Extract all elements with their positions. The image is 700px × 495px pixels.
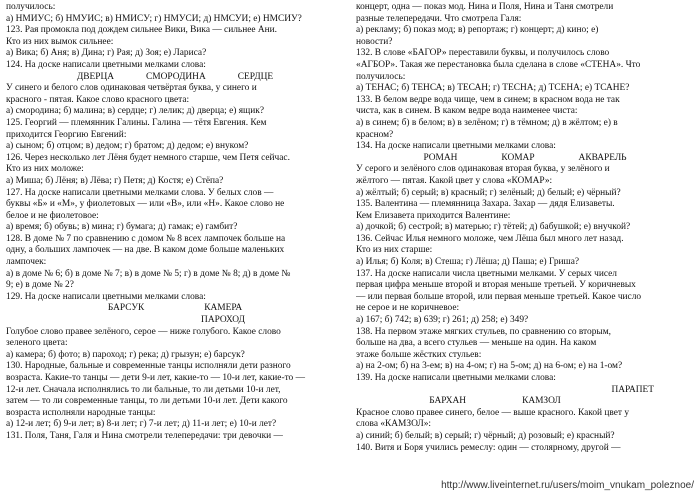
- board-word: БАРХАН: [429, 396, 467, 407]
- text-line: Красное слово правее синего, белое — выше красного. Какой цвет у: [356, 407, 630, 418]
- left-page: [6, 2, 344, 443]
- text-line: 127. На доске написали цветными мелками слова. У белых слов —: [6, 187, 274, 198]
- text-line: а) 12-и лет; б) 9-и лет; в) 8-и лет; г) 7-и лет; д) 11-и лет; е) 10-и лет?: [6, 419, 277, 430]
- text-line: а) синий; б) белый; в) серый; г) чёрный; д) розовый; е) красный?: [356, 430, 615, 441]
- text-line: 128. В доме № 7 по сравнению с домом № 8 всех лампочек больше на: [6, 233, 286, 244]
- text-line: Кто из них вымок сильнее:: [6, 36, 114, 47]
- text-line: Кто из них моложе:: [6, 164, 84, 175]
- text-line: красном?: [356, 129, 394, 140]
- text-line: одну, а больших лампочек — на две. В каком доме больше маленьких: [6, 245, 285, 256]
- right-page: [356, 2, 694, 454]
- board-word: КАМЕРА: [204, 303, 243, 314]
- text-line: получилось:: [356, 71, 406, 82]
- text-line: разные телепередачи. Что смотрела Галя:: [356, 13, 522, 24]
- text-line: а) жёлтый; б) серый; в) красный; г) зелёный; д) белый; е) чёрный?: [356, 187, 621, 198]
- board-word: КАМЗОЛ: [522, 396, 561, 407]
- text-line: 125. Георгий — племянник Галины. Галина — тётя Евгения. Кем: [6, 117, 267, 128]
- word-set-134: [356, 153, 694, 165]
- text-line: а) Илья; б) Коля; в) Стеша; г) Лёша; д) Паша; е) Гриша?: [356, 257, 580, 268]
- text-line: Кто из них старше:: [356, 245, 433, 256]
- text-line: а) 167; б) 742; в) 639; г) 261; д) 258; е) 349?: [356, 315, 529, 326]
- text-line: первая цифра меньше второй и вторая меньше третьей. У коричневых: [356, 280, 636, 291]
- text-line: а) ТЕНАС; б) ТЕНСА; в) ТЕСАН; г) ТЕСНА; д) ТСЕНА; е) ТСАНЕ?: [356, 83, 630, 94]
- text-line: а) НМИУС; б) НМУИС; в) НМИСУ; г) НМУСИ; д) НМСУИ; е) НМСИУ?: [6, 13, 302, 24]
- text-line: 9; е) в доме № 2?: [6, 280, 74, 291]
- text-line: 134. На доске написали цветными мелками слова:: [356, 141, 556, 152]
- word-set-124: [6, 72, 344, 84]
- text-line: 130. Народные, бальные и современные танцы исполняли дети разного: [6, 361, 291, 372]
- text-line: чиста, как в синем. В каком ведре вода наименее чиста:: [356, 106, 578, 117]
- text-line: 131. Поля, Таня, Галя и Нина смотрели телепередачи: три девочки —: [6, 430, 283, 441]
- board-word: РОМАН: [423, 152, 458, 163]
- text-line: У синего и белого слов одинаковая четвёртая буква, у синего и: [6, 83, 257, 94]
- text-line: возраста. Какие-то танцы — дети 9-и лет, какие-то — 10-и лет, какие-то —: [6, 373, 305, 383]
- text-line: а) время; б) обувь; в) мина; г) бумага; д) гамак; е) гамбит?: [6, 222, 238, 233]
- text-line: 133. В белом ведре вода чище, чем в синем; в красном вода не так: [356, 94, 620, 105]
- text-line: а) камера; б) фото; в) пароход; г) река; д) грызун; е) барсук?: [6, 349, 245, 360]
- text-line: 12-и лет. Сначала исполнялись то ли бальные, то ли детьми 10-и лет,: [6, 384, 281, 395]
- text-line: этаже больше жёстких стульев:: [356, 349, 482, 360]
- text-line: затем — то ли современные танцы, то ли детьми 10-и лет. Дети какого: [6, 396, 288, 407]
- text-line: белое и не фиолетовое:: [6, 210, 99, 221]
- text-line: — или первая больше второй, или первая меньше третьей. Какое число: [356, 291, 642, 302]
- text-line: 123. Рая промокла под дождем сильнее Вики, Вика — сильнее Ани.: [6, 25, 278, 36]
- text-line: 124. На доске написали цветными мелками слова:: [6, 59, 206, 70]
- source-url: http://www.liveinternet.ru/users/moim_vnukam_poleznoe/: [441, 480, 694, 491]
- word-set-129-row1: [6, 303, 344, 315]
- text-line: а) Вика; б) Аня; в) Дина; г) Рая; д) Зоя; е) Лариса?: [6, 48, 207, 59]
- board-word: СМОРОДИНА: [146, 71, 206, 82]
- text-line: 132. В слове «БАГОР» переставили буквы, и получилось слово: [356, 48, 610, 59]
- board-word: СЕРДЦЕ: [237, 71, 274, 82]
- text-line: получилось:: [6, 2, 56, 12]
- board-word: ДВЕРЦА: [76, 71, 115, 82]
- board-word: БАРСУК: [107, 303, 145, 314]
- text-line: а) рекламу; б) показ мод; в) репортаж; г) концерт; д) кино; е): [356, 25, 599, 36]
- board-word: ПАРОХОД: [201, 315, 245, 326]
- text-line: а) сыном; б) отцом; в) дедом; г) братом; д) дедом; е) внуком?: [6, 141, 249, 152]
- text-line: «АГБОР». Такая же перестановка была сделана в слове «СТЕНА». Что: [356, 59, 641, 70]
- board-word: АКВАРЕЛЬ: [578, 152, 627, 163]
- text-line: а) смородина; б) малина; в) сердце; г) лелик; д) дверца; е) ящик?: [6, 106, 264, 117]
- text-line: Кем Елизавета приходится Валентине:: [356, 210, 511, 221]
- board-word: КОМАР: [501, 152, 535, 163]
- text-line: 139. На доске написали цветными мелками слова:: [356, 373, 556, 383]
- word-set-139-row2: [356, 396, 694, 408]
- text-line: а) в доме № 6; б) в доме № 7; в) в доме № 5; г) в доме № 8; д) в доме №: [6, 268, 291, 279]
- text-line: 137. На доске написали числа цветными мелками. У серых чисел: [356, 268, 617, 279]
- text-line: возраста исполняли народные танцы:: [6, 407, 156, 418]
- text-line: лампочек:: [6, 257, 47, 268]
- text-line: концерт, одна — показ мод. Нина и Поля, Нина и Таня смотрели: [356, 2, 614, 12]
- text-line: 140. Витя и Боря учились ремеслу: один — столярному, другой —: [356, 442, 621, 453]
- text-line: Голубое слово правее зелёного, серое — ниже голубого. Какое слово: [6, 326, 281, 337]
- text-line: 138. На первом этаже мягких стульев, по сравнению со вторым,: [356, 326, 611, 337]
- text-line: 135. Валентина — племянница Захара. Захар — дядя Елизаветы.: [356, 199, 615, 210]
- text-line: а) дочкой; б) сестрой; в) матерью; г) тётей; д) бабушкой; е) внучкой?: [356, 222, 631, 233]
- board-word: ПАРАПЕТ: [611, 384, 654, 395]
- text-line: больше на два, а всего стульев — меньше на один. На каком: [356, 338, 597, 349]
- text-line: а) Миша; б) Лёня; в) Лёва; г) Петя; д) Костя; е) Стёпа?: [6, 175, 224, 186]
- text-line: 126. Через несколько лет Лёня будет немного старше, чем Петя сейчас.: [6, 152, 290, 163]
- text-line: приходится Георгию Евгений:: [6, 129, 127, 140]
- text-line: 129. На доске написали цветными мелками слова:: [6, 291, 206, 302]
- text-line: а) на 2-ом; б) на 3-ем; в) на 4-ом; г) на 5-ом; д) на 6-ом; е) на 1-ом?: [356, 361, 623, 372]
- text-line: а) в синем; б) в белом; в) в зелёном; г) в тёмном; д) в жёлтом; е) в: [356, 117, 618, 128]
- text-line: не серое и не коричневое:: [356, 303, 460, 314]
- text-line: буквы «Б» и «М», у фиолетовых — или «В», или «Н». Какое слово не: [6, 199, 285, 210]
- text-line: жёлтого — пятая. Какой цвет у слова «КОМАР»:: [356, 175, 553, 186]
- text-line: красного - пятая. Какое слово красного цвета:: [6, 94, 190, 105]
- text-line: слова «КАМЗОЛ»:: [356, 419, 432, 430]
- text-line: новости?: [356, 36, 393, 47]
- text-line: 136. Сейчас Илья немного моложе, чем Лёша был много лет назад.: [356, 233, 624, 244]
- text-line: зеленого цвета:: [6, 338, 68, 349]
- text-line: У серого и зелёного слов одинаковая вторая буква, у зелёного и: [356, 164, 610, 175]
